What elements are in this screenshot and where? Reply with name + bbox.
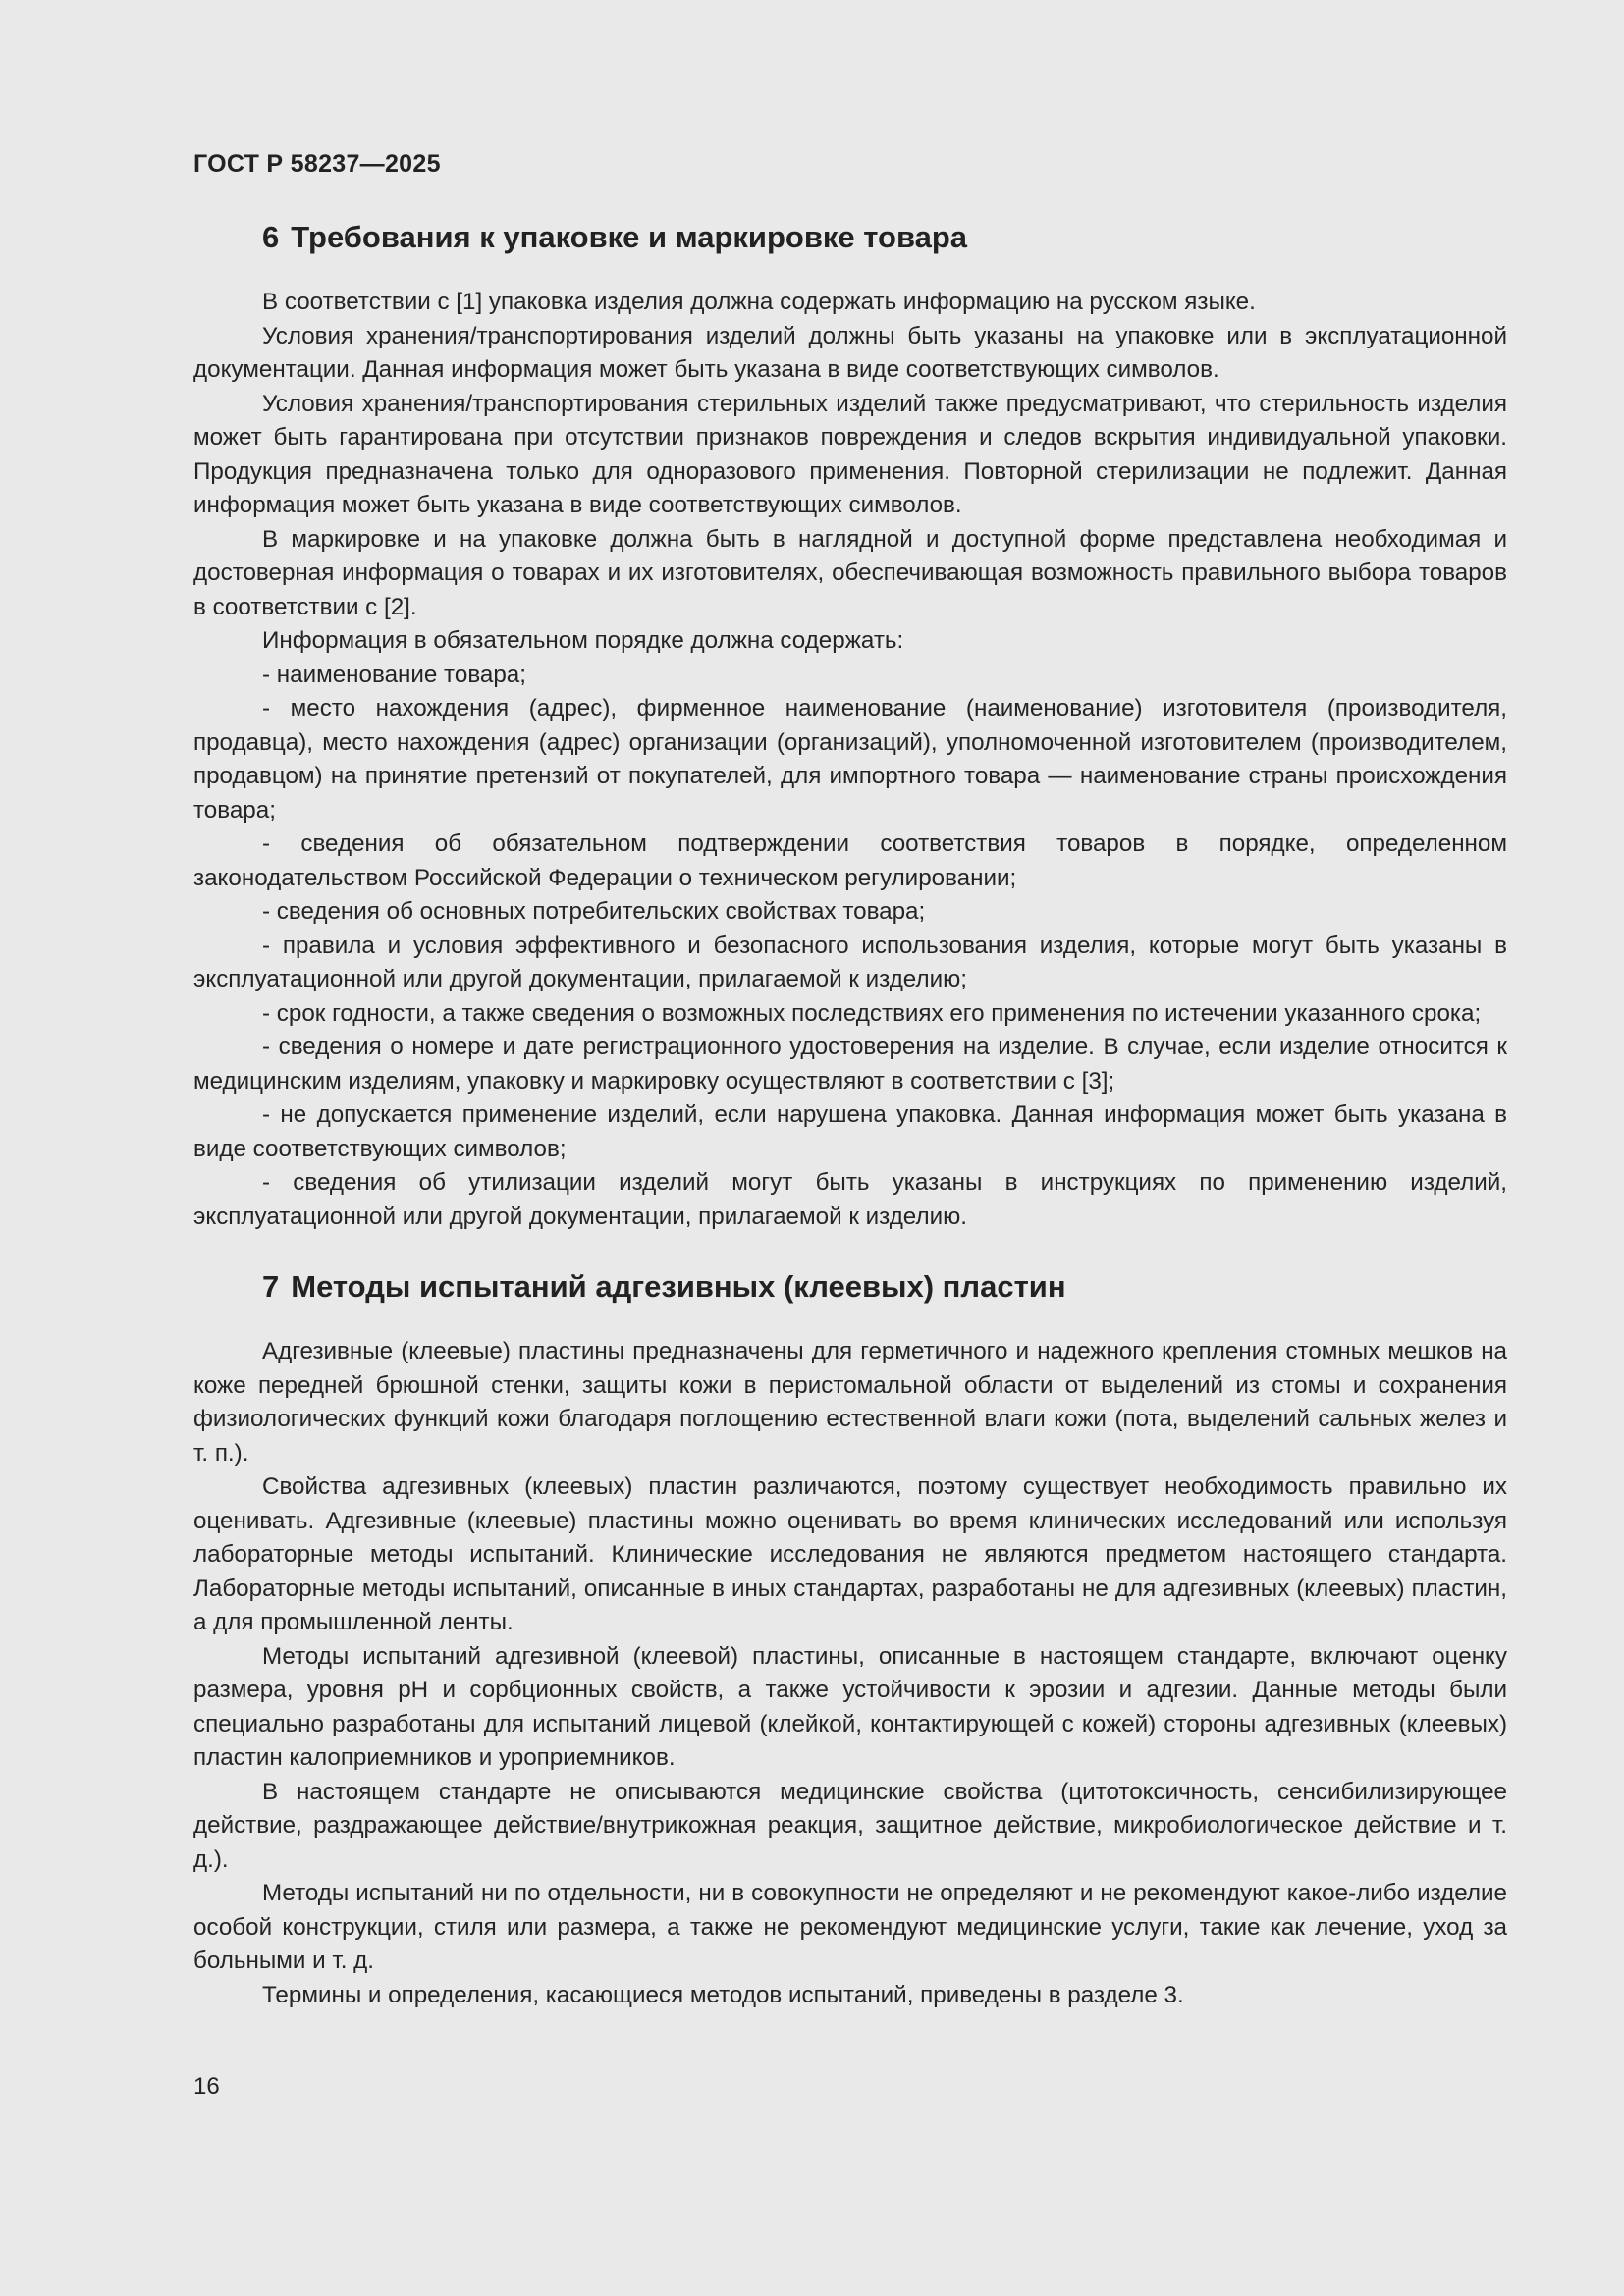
section-7-title: Методы испытаний адгезивных (клеевых) пластин <box>291 1269 1066 1304</box>
paragraph: В соответствии с [1] упаковка изделия должна содержать информацию на русском языке. <box>262 289 1256 315</box>
paragraph: Методы испытаний адгезивной (клеевой) пластины, описанные в настоящем стандарте, включают оценку размера, уровня pH и сорбционных свойств, а также устойчивости к эрозии и адгезии. Данные методы были специально разработаны для испытаний лицевой (клейкой, контактирующей с кожей) стороны адгезивных (клеевых) пластин калоприемников и уроприемников. <box>193 1642 1507 1771</box>
section-7-number: 7 <box>262 1269 280 1304</box>
section-6-number: 6 <box>262 220 280 254</box>
list-item: - правила и условия эффективного и безопасного использования изделия, которые могут быть указаны в эксплуатационной или другой документации, прилагаемой к изделию; <box>193 932 1507 992</box>
page-number: 16 <box>193 2073 220 2100</box>
list-item: - не допускается применение изделий, если нарушена упаковка. Данная информация может быть указана в виде соответствующих символов; <box>193 1101 1507 1162</box>
page-content <box>193 218 1507 2012</box>
section-6-title: Требования к упаковке и маркировке товара <box>291 220 968 254</box>
paragraph: Информация в обязательном порядке должна содержать: <box>262 627 904 654</box>
paragraph: Свойства адгезивных (клеевых) пластин различаются, поэтому существует необходимость правильно их оценивать. Адгезивные (клеевые) пластины можно оценивать во время клинических исследований или используя лабораторные методы испытаний. Клинические исследования не являются предметом настоящего стандарта. Лабораторные методы испытаний, описанные в иных стандартах, разработаны не для адгезивных (клеевых) пластин, а для промышленной ленты. <box>193 1473 1507 1635</box>
list-item: - сведения об обязательном подтверждении соответствия товаров в порядке, определенном законодательством Российской Федерации о техническом регулировании; <box>193 830 1507 891</box>
paragraph: Условия хранения/транспортирования стерильных изделий также предусматривают, что стерильность изделия может быть гарантирована при отсутствии признаков повреждения и следов вскрытия индивидуальной упаковки. Продукция предназначена только для одноразового применения. Повторной стерилизации не подлежит. Данная информация может быть указана в виде соответствующих символов. <box>193 390 1507 518</box>
list-item: - сведения об утилизации изделий могут быть указаны в инструкциях по применению изделий, эксплуатационной или другой документации, прилагаемой к изделию. <box>193 1169 1507 1230</box>
list-item: - наименование товара; <box>262 661 526 688</box>
section-6-heading <box>193 218 1507 257</box>
paragraph: Адгезивные (клеевые) пластины предназначены для герметичного и надежного крепления стомных мешков на коже передней брюшной стенки, защиты кожи в перистомальной области от выделений из стомы и сохранения физиологических функций кожи благодаря поглощению естественной влаги кожи (пота, выделений сальных желез и т. п.). <box>193 1338 1507 1467</box>
list-item: - сведения о номере и дате регистрационного удостоверения на изделие. В случае, если изделие относится к медицинским изделиям, упаковку и маркировку осуществляют в соответствии с [3]; <box>193 1034 1507 1095</box>
document-code: ГОСТ Р 58237—2025 <box>193 150 441 178</box>
section-7-heading <box>193 1267 1507 1307</box>
paragraph: В маркировке и на упаковке должна быть в наглядной и доступной форме представлена необходимая и достоверная информация о товарах и их изготовителях, обеспечивающая возможность правильного выбора товаров в соответствии с [2]. <box>193 525 1507 620</box>
list-item: - срок годности, а также сведения о возможных последствиях его применения по истечении указанного срока; <box>262 999 1482 1027</box>
paragraph: Условия хранения/транспортирования изделий должны быть указаны на упаковке или в эксплуатационной документации. Данная информация может быть указана в виде соответствующих символов. <box>193 322 1507 383</box>
paragraph: В настоящем стандарте не описываются медицинские свойства (цитотоксичность, сенсибилизирующее действие, раздражающее действие/внутрикожная реакция, защитное действие, микробиологическое действие и т. д.). <box>193 1778 1507 1873</box>
paragraph: Термины и определения, касающиеся методов испытаний, приведены в разделе 3. <box>262 1981 1184 2008</box>
list-item: - сведения об основных потребительских свойствах товара; <box>262 898 926 925</box>
paragraph: Методы испытаний ни по отдельности, ни в совокупности не определяют и не рекомендуют какое-либо изделие особой конструкции, стиля или размера, а также не рекомендуют медицинские услуги, такие как лечение, уход за больными и т. д. <box>193 1880 1507 1974</box>
list-item: - место нахождения (адрес), фирменное наименование (наименование) изготовителя (производителя, продавца), место нахождения (адрес) организации (организаций), уполномоченной изготовителем (производителем, продавцом) на принятие претензий от покупателей, для импортного товара — наименование страны происхождения товара; <box>193 695 1507 824</box>
